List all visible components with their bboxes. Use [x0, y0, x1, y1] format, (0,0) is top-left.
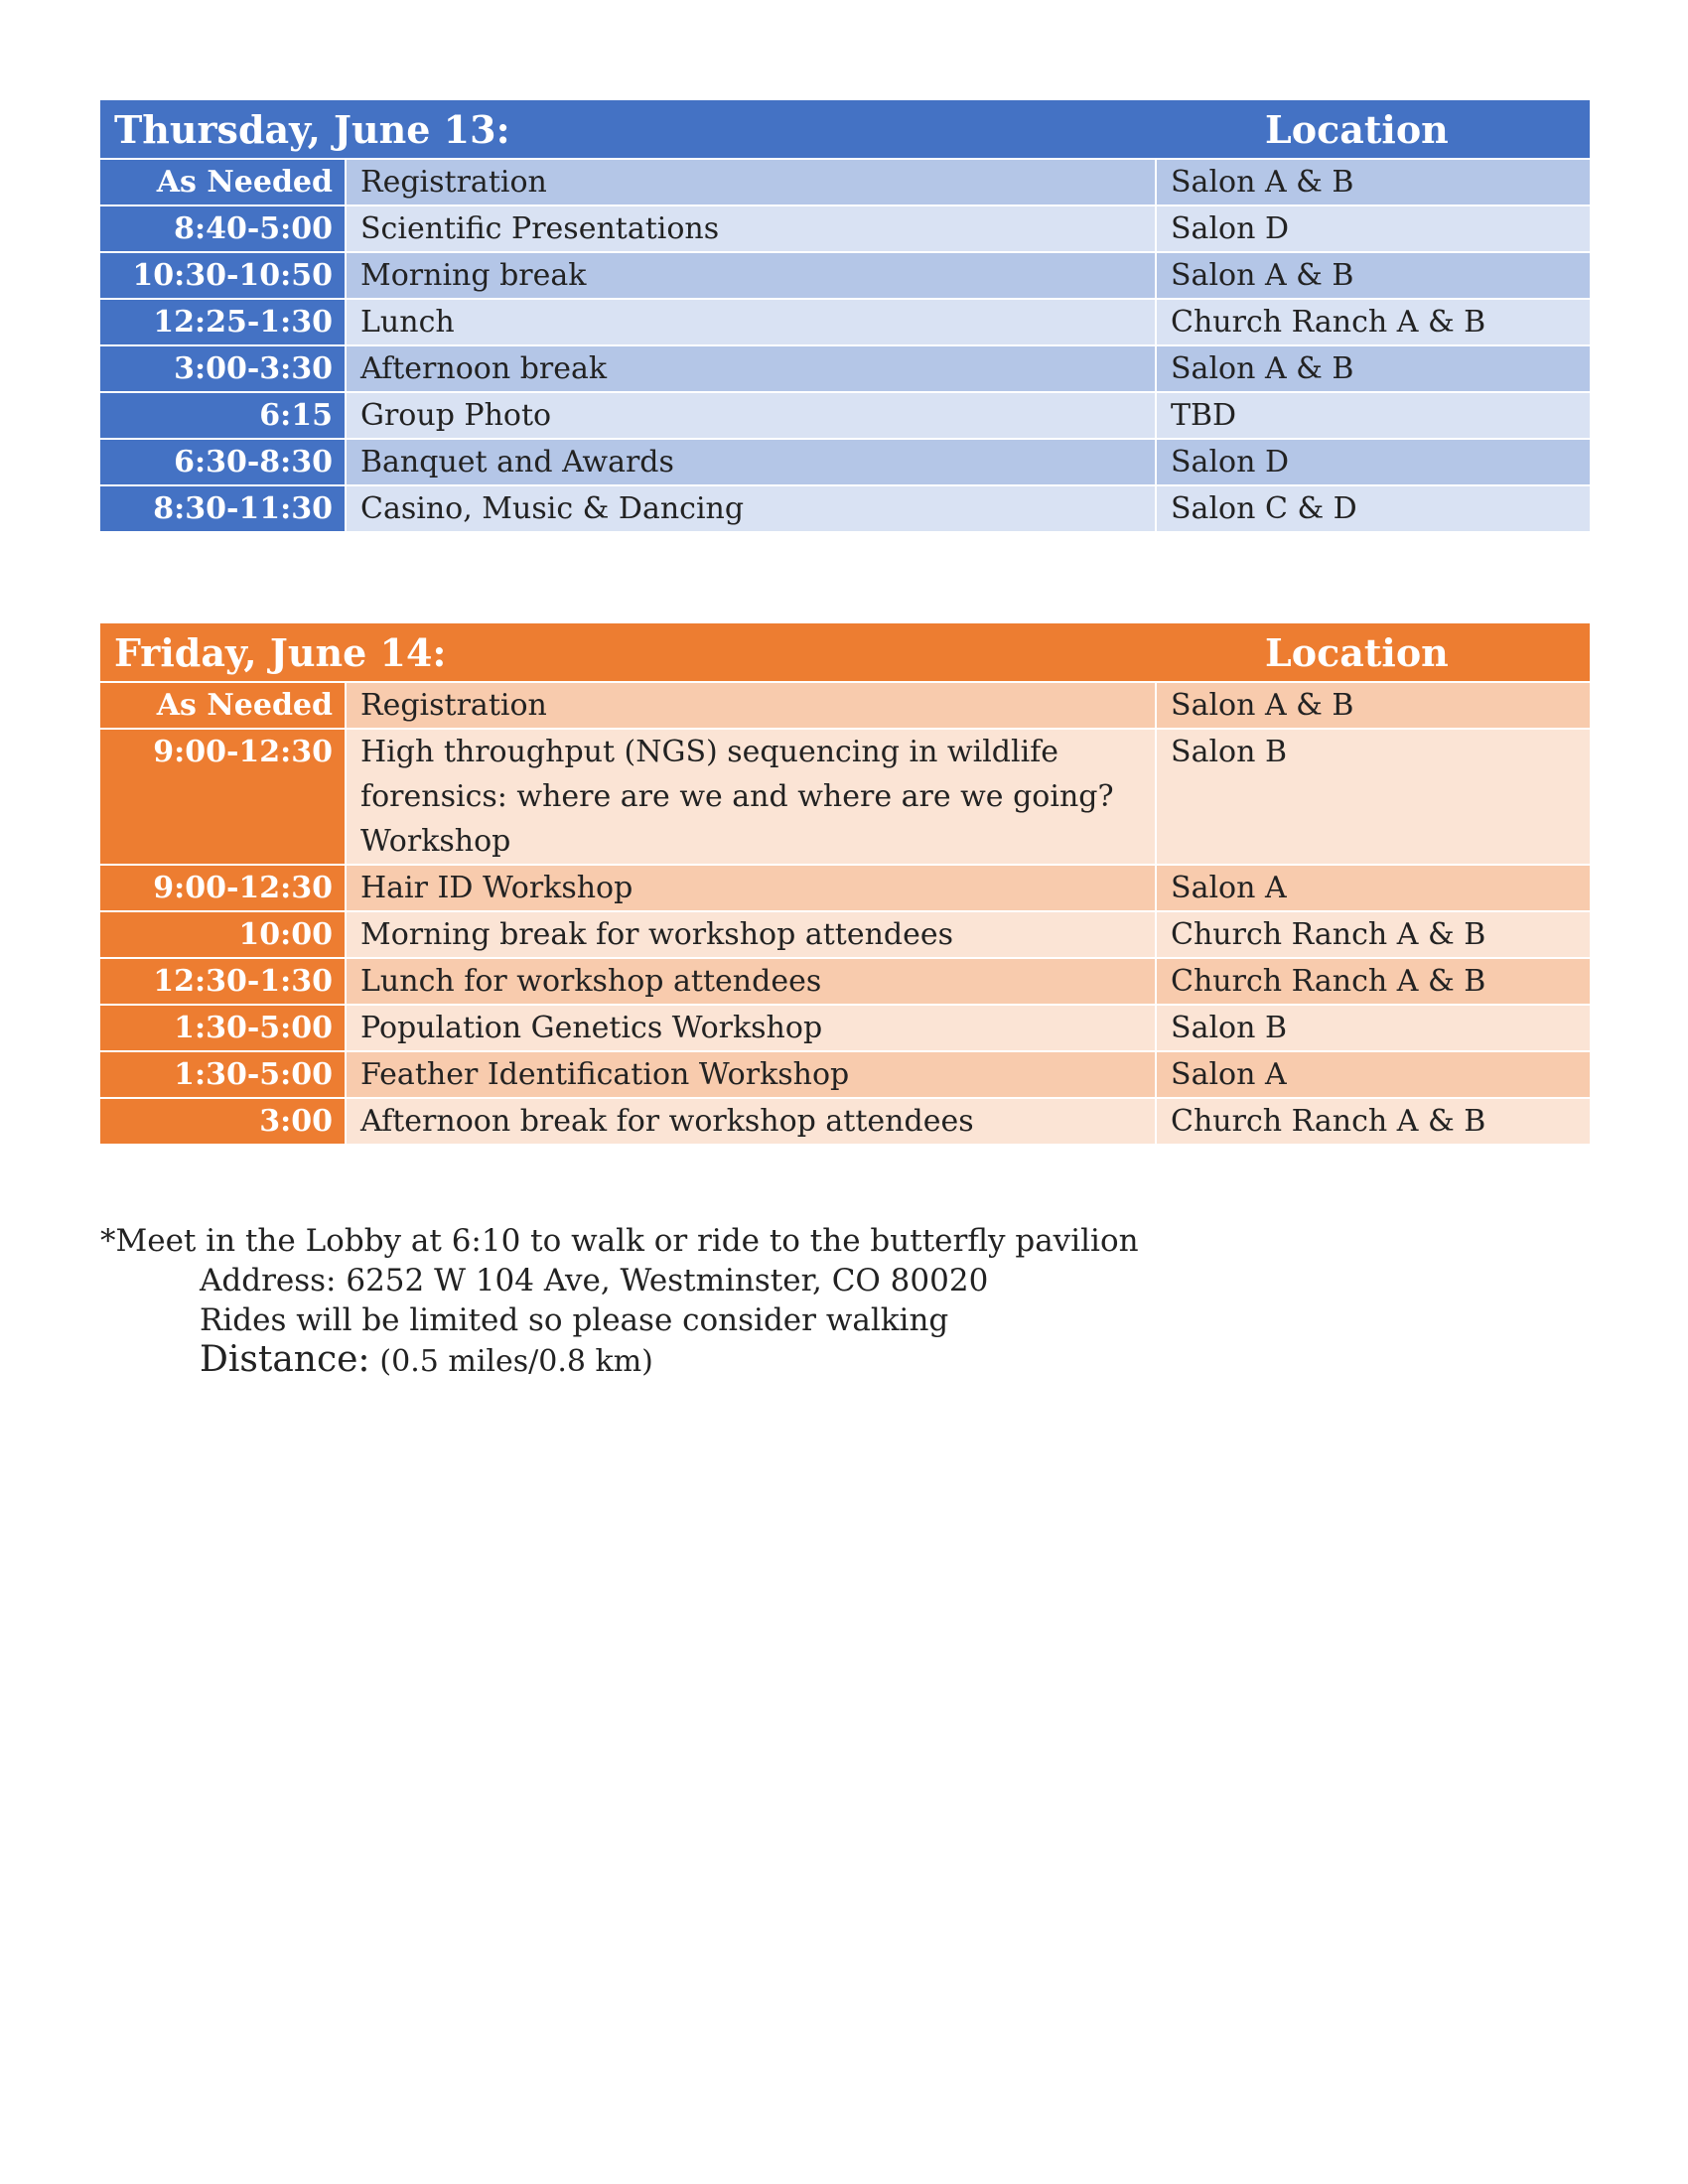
time-cell: 3:00-3:30	[100, 344, 347, 391]
table-row	[100, 438, 1590, 484]
location-cell: Salon A	[1157, 864, 1590, 910]
event-cell: Lunch for workshop attendees	[347, 957, 1157, 1004]
event-cell: Morning break	[347, 251, 1157, 298]
table-row	[100, 205, 1590, 251]
table-row	[100, 484, 1590, 531]
event-cell: Registration	[347, 158, 1157, 205]
location-cell: Salon B	[1157, 1004, 1590, 1050]
location-cell: Church Ranch A & B	[1157, 298, 1590, 344]
event-cell: Hair ID Workshop	[347, 864, 1157, 910]
table-row	[100, 391, 1590, 438]
time-cell: 6:15	[100, 391, 347, 438]
location-cell: Church Ranch A & B	[1157, 910, 1590, 957]
time-cell: 9:00-12:30	[100, 864, 347, 910]
location-cell: Salon A & B	[1157, 344, 1590, 391]
event-cell: Group Photo	[347, 391, 1157, 438]
time-cell: As Needed	[100, 158, 347, 205]
time-cell: 1:30-5:00	[100, 1004, 347, 1050]
note-address: Address: 6252 W 104 Ave, Westminster, CO 80020	[200, 1263, 989, 1298]
table-row	[100, 1097, 1590, 1144]
event-cell: Lunch	[347, 298, 1157, 344]
table-row	[100, 957, 1590, 1004]
event-cell: Population Genetics Workshop	[347, 1004, 1157, 1050]
table-row	[100, 1004, 1590, 1050]
thursday-location-header: Location	[1157, 100, 1590, 158]
time-cell: 8:40-5:00	[100, 205, 347, 251]
location-cell: Church Ranch A & B	[1157, 957, 1590, 1004]
note-distance	[100, 1340, 1490, 1382]
time-cell: 1:30-5:00	[100, 1050, 347, 1097]
meeting-note	[100, 1221, 1490, 1382]
location-cell: Salon C & D	[1157, 484, 1590, 531]
friday-table	[100, 623, 1590, 1144]
time-cell: 8:30-11:30	[100, 484, 347, 531]
note-meet-line: *Meet in the Lobby at 6:10 to walk or ride to the butterfly pavilion	[100, 1223, 1139, 1259]
event-cell: High throughput (NGS) sequencing in wildlife forensics: where are we and where are we going? Workshop	[347, 728, 1157, 864]
distance-label: Distance:	[200, 1339, 370, 1380]
table-row	[100, 910, 1590, 957]
table-row	[100, 681, 1590, 728]
event-cell: Casino, Music & Dancing	[347, 484, 1157, 531]
event-cell: Feather Identification Workshop	[347, 1050, 1157, 1097]
location-cell: Salon B	[1157, 728, 1590, 864]
location-cell: Church Ranch A & B	[1157, 1097, 1590, 1144]
time-cell: 3:00	[100, 1097, 347, 1144]
table-row	[100, 1050, 1590, 1097]
time-cell: 9:00-12:30	[100, 728, 347, 864]
table-row	[100, 298, 1590, 344]
location-cell: Salon A & B	[1157, 251, 1590, 298]
location-cell: TBD	[1157, 391, 1590, 438]
friday-title: Friday, June 14:	[100, 623, 1157, 681]
table-row	[100, 728, 1590, 864]
thursday-table	[100, 100, 1590, 531]
table-row	[100, 158, 1590, 205]
event-cell: Banquet and Awards	[347, 438, 1157, 484]
event-cell: Afternoon break	[347, 344, 1157, 391]
table-row	[100, 864, 1590, 910]
note-rides: Rides will be limited so please consider walking	[200, 1302, 949, 1338]
friday-location-header: Location	[1157, 623, 1590, 681]
table-row	[100, 344, 1590, 391]
time-cell: 6:30-8:30	[100, 438, 347, 484]
time-cell: 12:30-1:30	[100, 957, 347, 1004]
distance-value: (0.5 miles/0.8 km)	[379, 1344, 653, 1379]
friday-schedule	[100, 623, 1590, 1144]
location-cell: Salon D	[1157, 205, 1590, 251]
time-cell: 10:30-10:50	[100, 251, 347, 298]
event-cell: Registration	[347, 681, 1157, 728]
thursday-schedule	[100, 100, 1590, 531]
location-cell: Salon D	[1157, 438, 1590, 484]
location-cell: Salon A & B	[1157, 158, 1590, 205]
time-cell: 10:00	[100, 910, 347, 957]
location-cell: Salon A	[1157, 1050, 1590, 1097]
event-cell: Afternoon break for workshop attendees	[347, 1097, 1157, 1144]
table-row	[100, 251, 1590, 298]
time-cell: 12:25-1:30	[100, 298, 347, 344]
friday-header-row	[100, 623, 1590, 681]
thursday-header-row	[100, 100, 1590, 158]
event-cell: Scientific Presentations	[347, 205, 1157, 251]
location-cell: Salon A & B	[1157, 681, 1590, 728]
event-cell: Morning break for workshop attendees	[347, 910, 1157, 957]
time-cell: As Needed	[100, 681, 347, 728]
thursday-title: Thursday, June 13:	[100, 100, 1157, 158]
